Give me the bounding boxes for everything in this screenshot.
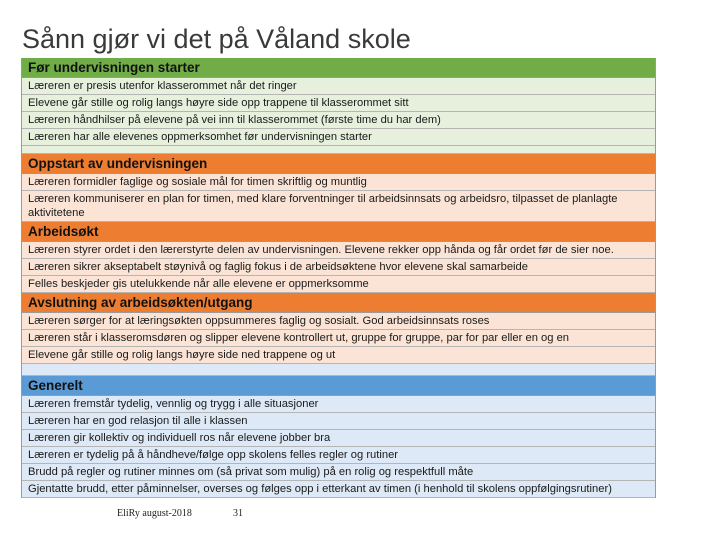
section-end-of-session xyxy=(22,293,655,364)
table-row: Elevene går stille og rolig langs høyre side opp trappene til klasserommet sitt xyxy=(22,95,655,112)
table-row: Elevene går stille og rolig langs høyre side ned trappene og ut xyxy=(22,347,655,364)
table-row: Læreren er presis utenfor klasserommet når det ringer xyxy=(22,78,655,95)
table-row: Gjentatte brudd, etter påminnelser, overses og følges opp i etterkant av timen (i henhold til skolens oppfølgingsrutiner) xyxy=(22,481,655,498)
table-row: Læreren håndhilser på elevene på vei inn til klasserommet (første time du har dem) xyxy=(22,112,655,129)
table-row: Læreren kommuniserer en plan for timen, med klare forventninger til arbeidsinnsats og arbeidsro, tilpasset de planlagte aktivitetene xyxy=(22,191,655,222)
table-row: Læreren har en god relasjon til alle i klassen xyxy=(22,413,655,430)
section-spacer xyxy=(22,146,655,154)
section-header: Generelt xyxy=(22,376,655,396)
table-row: Læreren har alle elevenes oppmerksomhet før undervisningen starter xyxy=(22,129,655,146)
table-row: Læreren fremstår tydelig, vennlig og trygg i alle situasjoner xyxy=(22,396,655,413)
table-row: Læreren styrer ordet i den lærerstyrte delen av undervisningen. Elevene rekker opp hånda og får ordet før de sier noe. xyxy=(22,242,655,259)
table-row: Læreren står i klasseromsdøren og slipper elevene kontrollert ut, gruppe for gruppe, par for par eller en og en xyxy=(22,330,655,347)
table-row: Læreren formidler faglige og sosiale mål for timen skriftlig og muntlig xyxy=(22,174,655,191)
section-header: Arbeidsøkt xyxy=(22,222,655,242)
table-row: Læreren er tydelig på å håndheve/følge opp skolens felles regler og rutiner xyxy=(22,447,655,464)
table-row: Læreren sørger for at læringsøkten oppsummeres faglig og sosialt. God arbeidsinnsats roses xyxy=(22,313,655,330)
table-row: Læreren gir kollektiv og individuell ros når elevene jobber bra xyxy=(22,430,655,447)
section-work-session xyxy=(22,222,655,293)
section-start-of-teaching xyxy=(22,154,655,222)
footer-author: EliRy august-2018 xyxy=(117,508,192,519)
rules-table xyxy=(21,58,656,498)
section-general xyxy=(22,364,655,498)
section-before-teaching xyxy=(22,58,655,154)
section-header: Før undervisningen starter xyxy=(22,58,655,78)
table-row: Brudd på regler og rutiner minnes om (så privat som mulig) på en rolig og respektfull måte xyxy=(22,464,655,481)
page-title: Sånn gjør vi det på Våland skole xyxy=(22,24,411,54)
section-header: Oppstart av undervisningen xyxy=(22,154,655,174)
table-row: Felles beskjeder gis utelukkende når alle elevene er oppmerksomme xyxy=(22,276,655,293)
section-header: Avslutning av arbeidsøkten/utgang xyxy=(22,293,655,313)
section-spacer xyxy=(22,364,655,376)
table-row: Læreren sikrer akseptabelt støynivå og faglig fokus i de arbeidsøktene hvor elevene skal samarbeide xyxy=(22,259,655,276)
page-number: 31 xyxy=(233,508,243,519)
